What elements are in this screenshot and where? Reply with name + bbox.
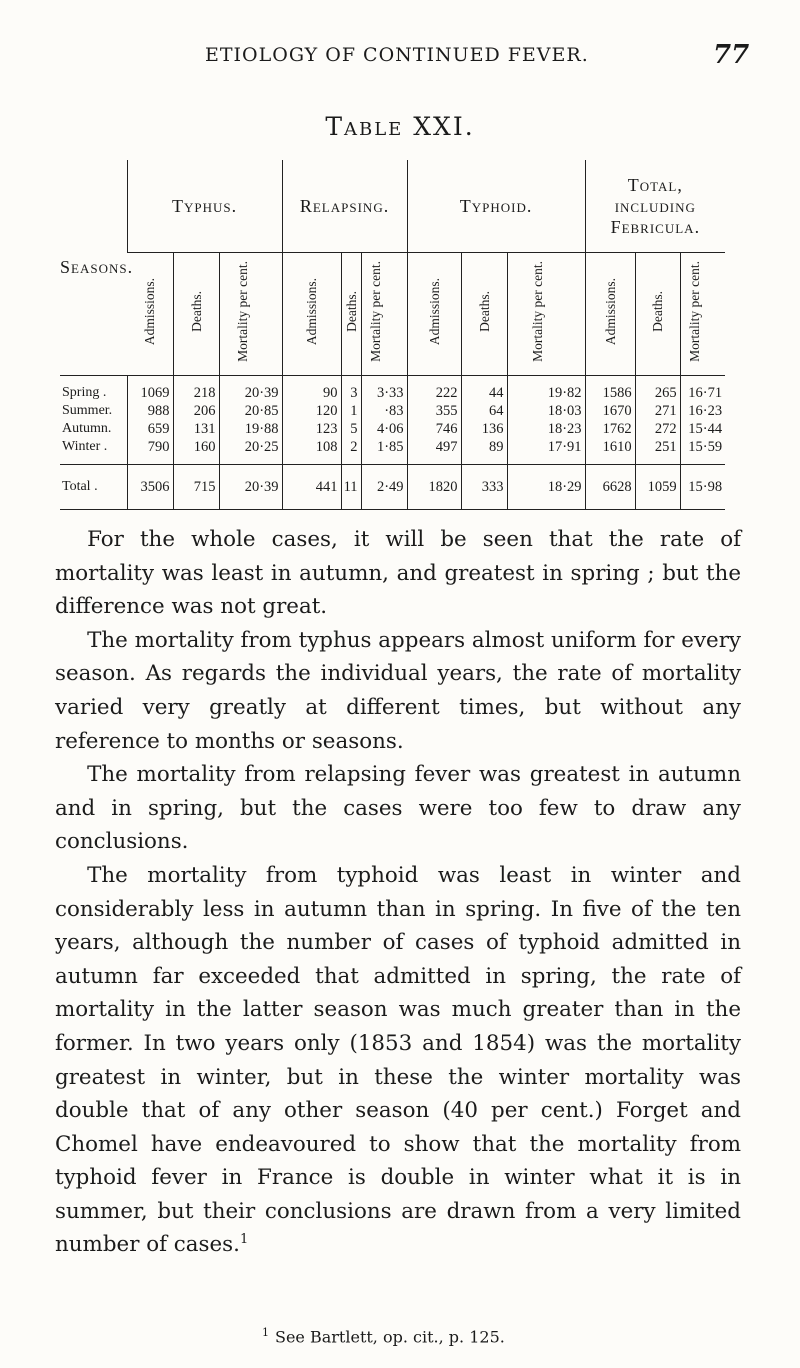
table-cell: 1586 [585,376,635,403]
table-row [60,376,725,403]
table-cell: 497 [407,438,461,465]
subheader-deaths: Deaths. [635,253,680,376]
table-cell: 222 [407,376,461,403]
table-cell: 16·23 [680,402,725,420]
table-cell: 3·33 [361,376,407,403]
running-head [0,40,800,74]
table-cell: 20·39 [219,376,282,403]
table-cell: 251 [635,438,680,465]
subheader-mortality: Mortality per cent. [680,253,725,376]
table-cell: 1820 [407,465,461,510]
table-cell: 17·91 [507,438,585,465]
group-header-typhus: Typhus. [127,160,282,253]
season-cell: Summer. [62,403,113,418]
paragraph: For the whole cases, it will be seen that the rate of mortality was least in autumn, and greatest in spring ; but the difference was not great. [55,527,741,620]
table-cell: 1059 [635,465,680,510]
group-header-total: Total, including Febricula. [585,160,725,253]
table-row [60,402,725,420]
total-row [60,465,725,510]
table-cell: 265 [635,376,680,403]
subheader-deaths: Deaths. [173,253,219,376]
footnote-reference: 1 [239,1232,249,1248]
table-cell: 1069 [127,376,173,403]
table-cell: 2·49 [361,465,407,510]
table-cell: 18·29 [507,465,585,510]
season-cell: Autumn. [62,421,112,436]
subheader-admissions: Admissions. [127,253,173,376]
table-cell: 206 [173,402,219,420]
table-cell: 2 [341,438,361,465]
table-cell: 333 [461,465,507,510]
table-cell: ·83 [361,402,407,420]
table-cell: 89 [461,438,507,465]
table-cell: 3 [341,376,361,403]
table-cell: 108 [282,438,341,465]
season-cell: Total . [60,465,127,510]
table-cell: 659 [127,420,173,438]
table-cell: 1 [341,402,361,420]
table-cell: 123 [282,420,341,438]
table-cell: 1·85 [361,438,407,465]
mortality-table [60,160,725,510]
page-number: 77 [713,40,750,70]
table-cell: 64 [461,402,507,420]
paragraph-text: The mortality from typhoid was least in winter and considerably less in autumn than in spring. In five of the ten years, although the number of cases of typhoid admitted in autumn far exceeded that admitted in spring, the rate of mortality in the latter season was much greater than in the former. In two years only (1853 and 1854) was the mortality greatest in winter, but in these the winter mortality was double that of any other season (40 per cent.) Forget and Chomel have endeavoured to show that the mortality from typhoid fever in France is double in winter what it is in summer, but their conclusions are drawn from a very limited number of cases. [55,862,741,1258]
table-cell: 271 [635,402,680,420]
table-cell: 1762 [585,420,635,438]
footnote [262,1326,505,1346]
subheader-admissions: Admissions. [407,253,461,376]
table-cell: 20·85 [219,402,282,420]
table-cell: 218 [173,376,219,403]
table-cell: 90 [282,376,341,403]
table-cell: 15·98 [680,465,725,510]
group-header-relapsing: Relapsing. [282,160,407,253]
table-row [60,420,725,438]
subheader-mortality: Mortality per cent. [219,253,282,376]
table-cell: 746 [407,420,461,438]
table-cell: 4·06 [361,420,407,438]
table-cell: 5 [341,420,361,438]
footnote-marker: 1 [262,1326,269,1339]
subheader-deaths: Deaths. [341,253,361,376]
season-cell: Spring . [62,385,107,400]
table-row [60,438,725,465]
table-cell: 715 [173,465,219,510]
table-cell: 441 [282,465,341,510]
table-cell: 1610 [585,438,635,465]
footnote-text: See Bartlett, op. cit., p. 125. [275,1327,505,1347]
table-cell: 18·03 [507,402,585,420]
paragraph: The mortality from typhus appears almost uniform for every season. As regards the individual years, the rate of mortality varied very greatly at different times, but without any reference to months or seasons. [55,627,742,754]
subheader-mortality: Mortality per cent. [361,253,407,376]
table-cell: 18·23 [507,420,585,438]
subheader-admissions: Admissions. [585,253,635,376]
table-cell: 16·71 [680,376,725,403]
body-text [55,523,741,1262]
table-cell: 988 [127,402,173,420]
table-title: Table XXI. [325,112,475,141]
table-cell: 15·59 [680,438,725,465]
table-cell: 355 [407,402,461,420]
group-header-typhoid: Typhoid. [407,160,585,253]
subheader-mortality: Mortality per cent. [507,253,585,376]
table-cell: 136 [461,420,507,438]
table-cell: 44 [461,376,507,403]
table-cell: 790 [127,438,173,465]
table-cell: 120 [282,402,341,420]
table-cell: 20·39 [219,465,282,510]
seasons-header: Seasons. [60,160,127,376]
subheader-admissions: Admissions. [282,253,341,376]
table-cell: 3506 [127,465,173,510]
table-cell: 6628 [585,465,635,510]
table-cell: 19·88 [219,420,282,438]
table-cell: 131 [173,420,219,438]
table-cell: 11 [341,465,361,510]
table-cell: 20·25 [219,438,282,465]
table-cell: 272 [635,420,680,438]
running-title: ETIOLOGY OF CONTINUED FEVER. [205,44,589,66]
table-cell: 160 [173,438,219,465]
table-cell: 19·82 [507,376,585,403]
paragraph [55,859,741,1262]
table-cell: 15·44 [680,420,725,438]
subheader-deaths: Deaths. [461,253,507,376]
season-cell: Winter . [60,438,127,465]
paragraph: The mortality from relapsing fever was greatest in autumn and in spring, but the cases were too few to draw any conclusions. [55,762,741,855]
table-cell: 1670 [585,402,635,420]
